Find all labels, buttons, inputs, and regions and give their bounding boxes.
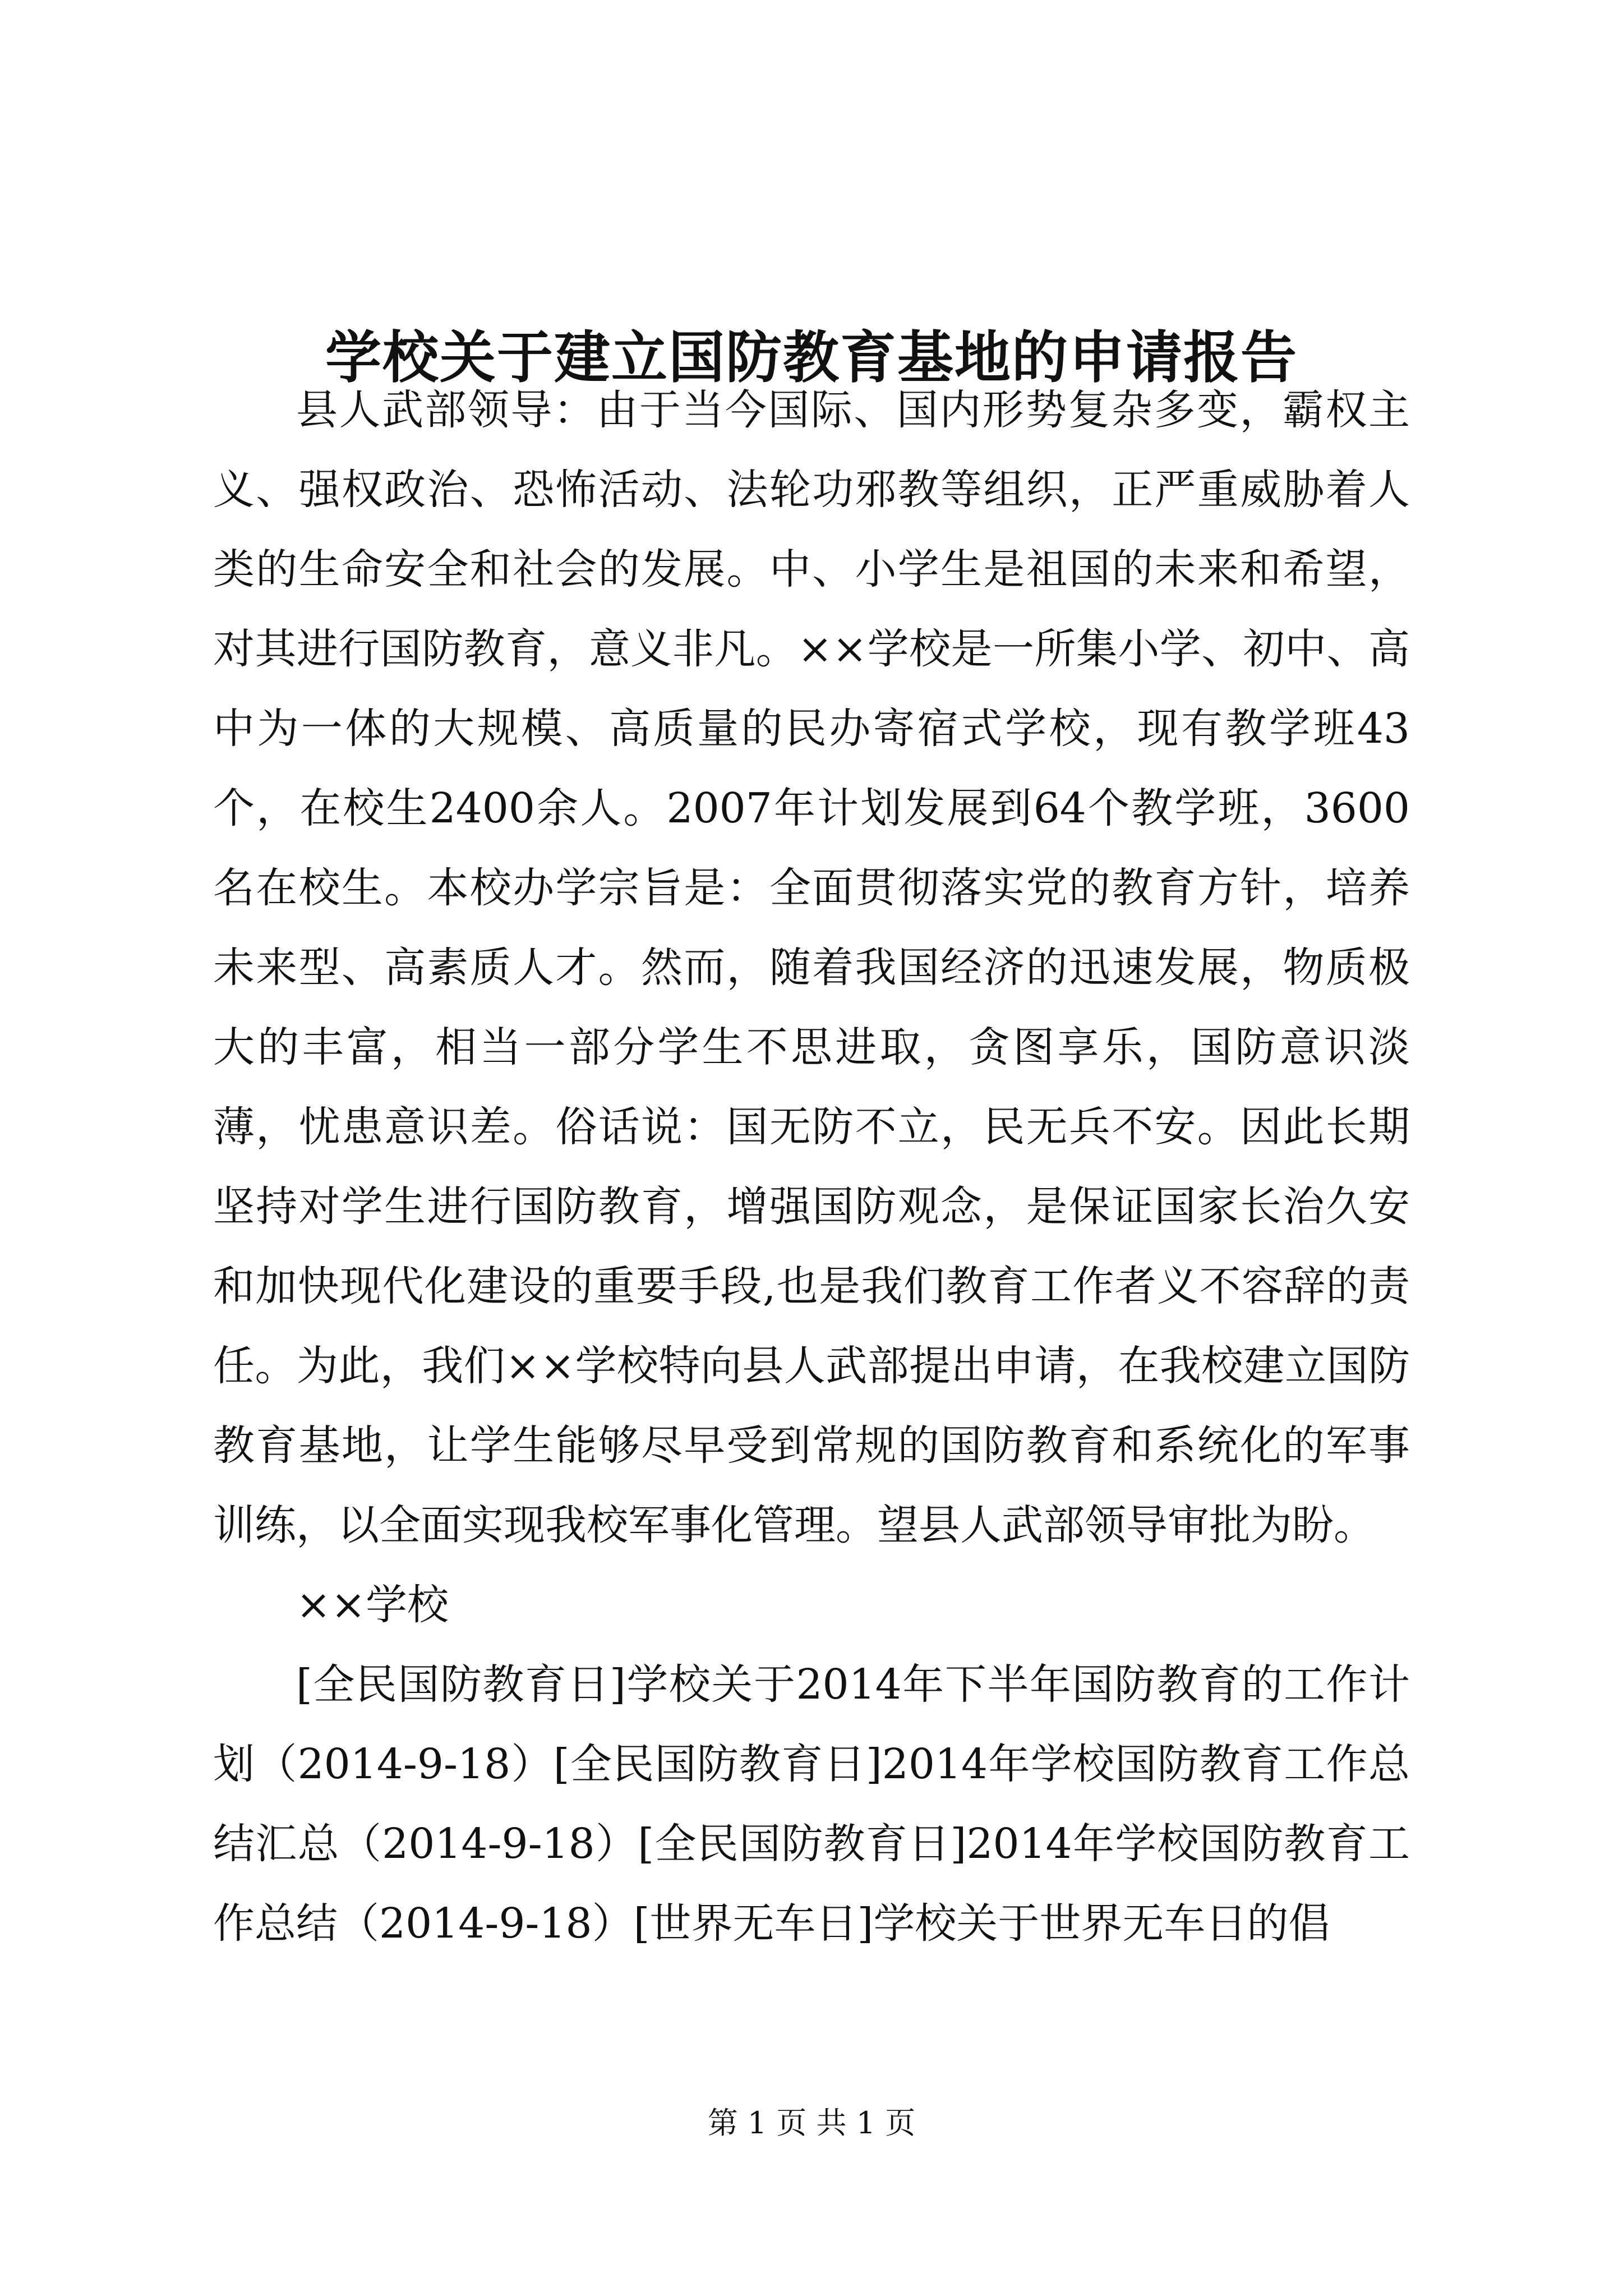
document-title: 学校关于建立国防教育基地的申请报告 [325,324,1298,390]
document-body [213,370,1410,1963]
page-footer: 第 1 页 共 1 页 [707,2105,916,2141]
body-paragraph-signature: ××学校 [296,1581,449,1629]
body-paragraph-related: [全民国防教育日]学校关于2014年下半年国防教育的工作计划（2014-9-18）[全民国防教育日]2014年学校国防教育工作总结汇总（2014-9-18）[全民国防教育日]2014年学校国防教育工作总结（2014-9-18）[世界无车日]学校关于世界无车日的倡 [213,1660,1410,1948]
body-paragraph-main: 县人武部领导：由于当今国际、国内形势复杂多变，霸权主义、强权政治、恐怖活动、法轮功邪教等组织，正严重威胁着人类的生命安全和社会的发展。中、小学生是祖国的未来和希望，对其进行国防教育，意义非凡。××学校是一所集小学、初中、高中为一体的大规模、高质量的民办寄宿式学校，现有教学班43个，在校生2400余人。2007年计划发展到64个教学班，3600名在校生。本校办学宗旨是：全面贯彻落实党的教育方针，培养未来型、高素质人才。然而，随着我国经济的迅速发展，物质极大的丰富，相当一部分学生不思进取，贪图享乐，国防意识淡薄，忧患意识差。俗话说：国无防不立，民无兵不安。因此长期坚持对学生进行国防教育，增强国防观念，是保证国家长治久安和加快现代化建设的重要手段,也是我们教育工作者义不容辞的责任。为此，我们××学校特向县人武部提出申请，在我校建立国防教育基地，让学生能够尽早受到常规的国防教育和系统化的军事训练，以全面实现我校军事化管理。望县人武部领导审批为盼。 [213,386,1410,1549]
